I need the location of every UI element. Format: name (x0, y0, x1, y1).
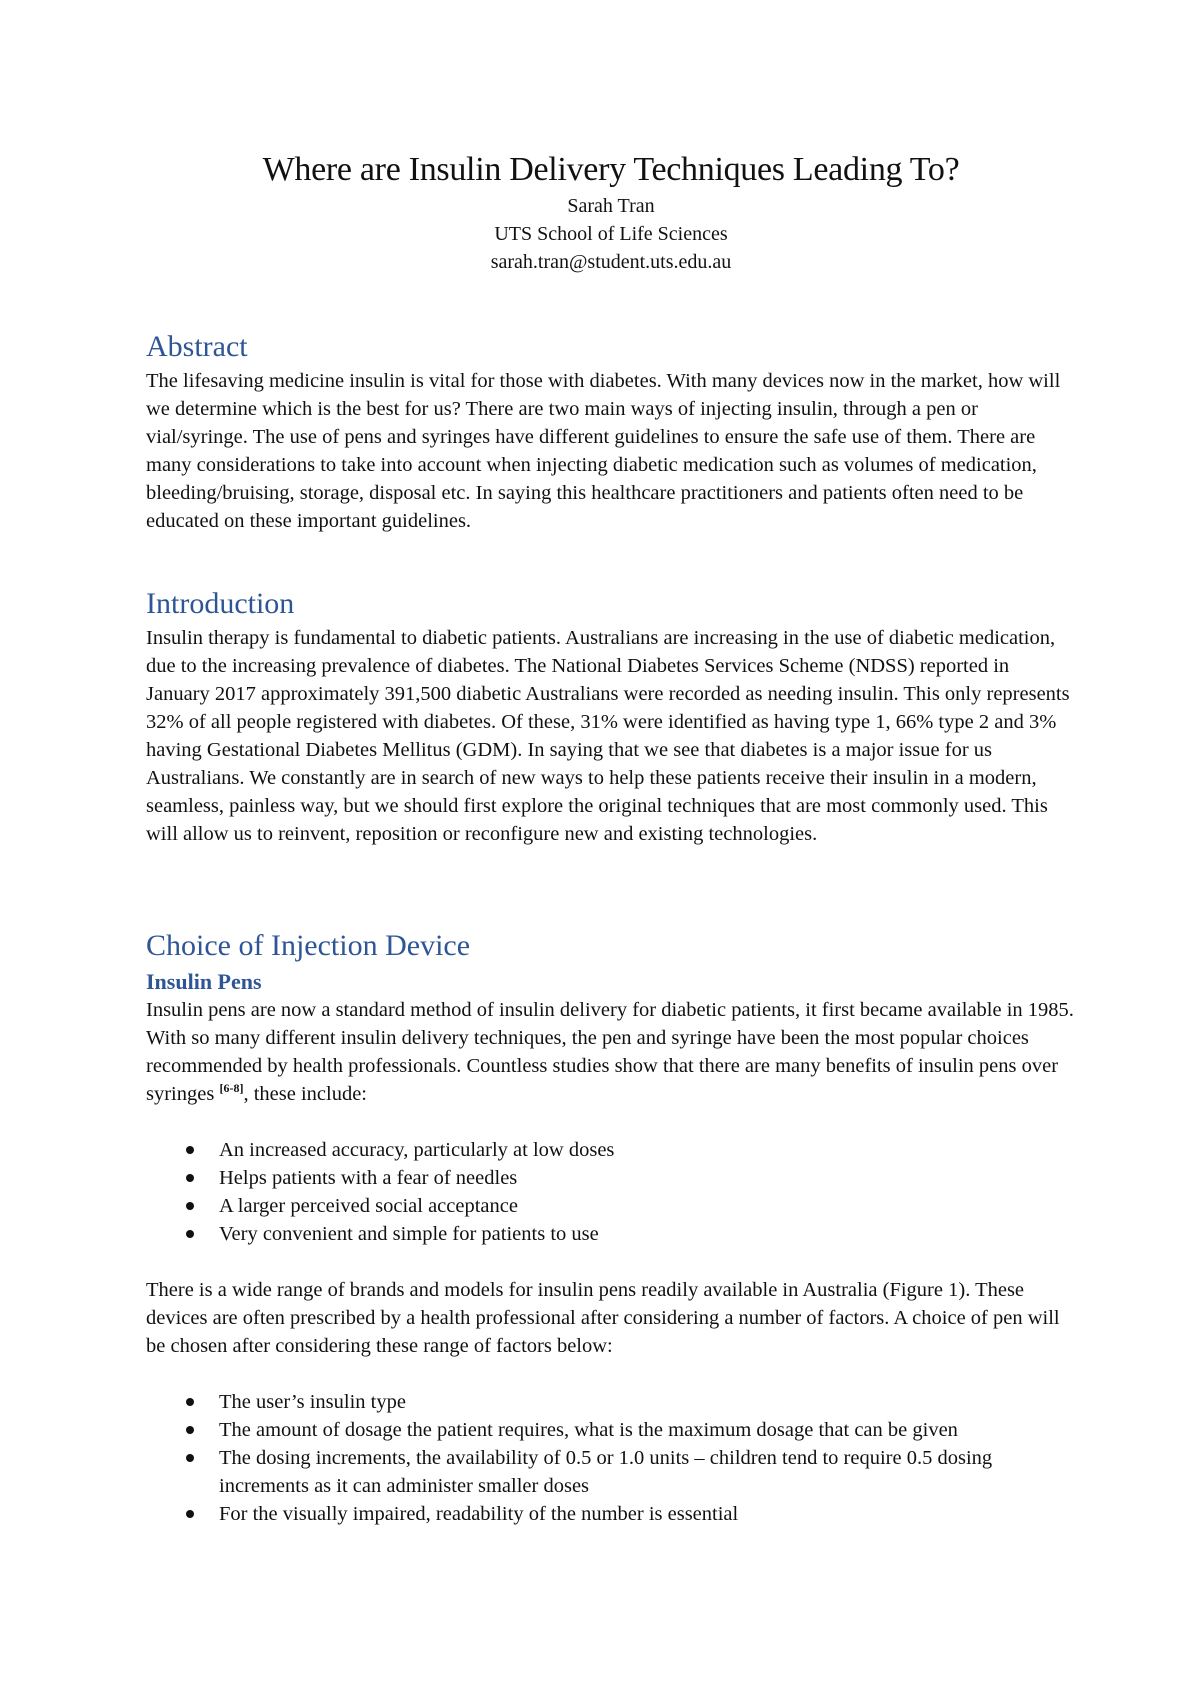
list-item: Helps patients with a fear of needles (146, 1164, 1076, 1192)
choice-heading: Choice of Injection Device (146, 929, 471, 962)
citation-ref: [6-8] (219, 1081, 244, 1096)
list-item: The amount of dosage the patient requires, what is the maximum dosage that can be given (146, 1416, 1076, 1444)
list-item: Very convenient and simple for patients to use (146, 1220, 1076, 1248)
list-item: A larger perceived social acceptance (146, 1192, 1076, 1220)
insulin-pens-text (146, 996, 1076, 1108)
bullet-icon (186, 1398, 194, 1406)
insulin-pens-text-b: , these include: (243, 1083, 367, 1105)
factors-list (146, 1388, 1076, 1528)
insulin-pens-heading: Insulin Pens (146, 969, 262, 994)
benefits-list (146, 1136, 1076, 1248)
document-title: Where are Insulin Delivery Techniques Leading To? (262, 151, 960, 188)
bullet-icon (186, 1174, 194, 1182)
introduction-text: Insulin therapy is fundamental to diabetic patients. Australians are increasing in the use of diabetic medication, due to the increasing prevalence of diabetes. The National Diabetes Services Scheme (NDSS) reported in January 2017 approximately 391,500 diabetic Australians were recorded as needing insulin. This only represents 32% of all people registered with diabetes. Of these, 31% were identified as having type 1, 66% type 2 and 3% having Gestational Diabetes Mellitus (GDM). In saying that we see that diabetes is a major issue for us Australians. We constantly are in search of new ways to help these patients receive their insulin in a modern, seamless, painless way, but we should first explore the original techniques that are most commonly used. This will allow us to reinvent, reposition or reconfigure new and existing technologies. (146, 627, 1070, 845)
list-item: An increased accuracy, particularly at low doses (146, 1136, 1076, 1164)
bullet-icon (186, 1146, 194, 1154)
list-item: The user’s insulin type (146, 1388, 1076, 1416)
bullet-icon (186, 1230, 194, 1238)
introduction-heading: Introduction (146, 587, 295, 620)
author-affiliation: UTS School of Life Sciences (494, 223, 728, 245)
pen-range-text: There is a wide range of brands and models for insulin pens readily available in Australia (Figure 1). These devices are often prescribed by a health professional after considering a number of factors. A choice of pen will be chosen after considering these range of factors below: (146, 1279, 1060, 1357)
author-email: sarah.tran@student.uts.edu.au (490, 251, 732, 273)
bullet-icon (186, 1202, 194, 1210)
bullet-icon (186, 1426, 194, 1434)
bullet-icon (186, 1454, 194, 1462)
insulin-pens-text-a: Insulin pens are now a standard method of insulin delivery for diabetic patients, it first became available in 1985. With so many different insulin delivery techniques, the pen and syringe have been the most popular choices recommended by health professionals. Countless studies show that there are many benefits of insulin pens over syringes (146, 999, 1074, 1105)
author-name: Sarah Tran (567, 195, 655, 217)
list-item: For the visually impaired, readability of the number is essential (146, 1500, 1076, 1528)
abstract-heading: Abstract (146, 330, 248, 363)
list-item: The dosing increments, the availability of 0.5 or 1.0 units – children tend to require 0.5 dosing increments as it can administer smaller doses (146, 1444, 1076, 1500)
abstract-text: The lifesaving medicine insulin is vital for those with diabetes. With many devices now in the market, how will we determine which is the best for us? There are two main ways of injecting insulin, through a pen or vial/syringe. The use of pens and syringes have different guidelines to ensure the safe use of them. There are many considerations to take into account when injecting diabetic medication such as volumes of medication, bleeding/bruising, storage, disposal etc. In saying this healthcare practitioners and patients often need to be educated on these important guidelines. (146, 370, 1061, 532)
bullet-icon (186, 1510, 194, 1518)
